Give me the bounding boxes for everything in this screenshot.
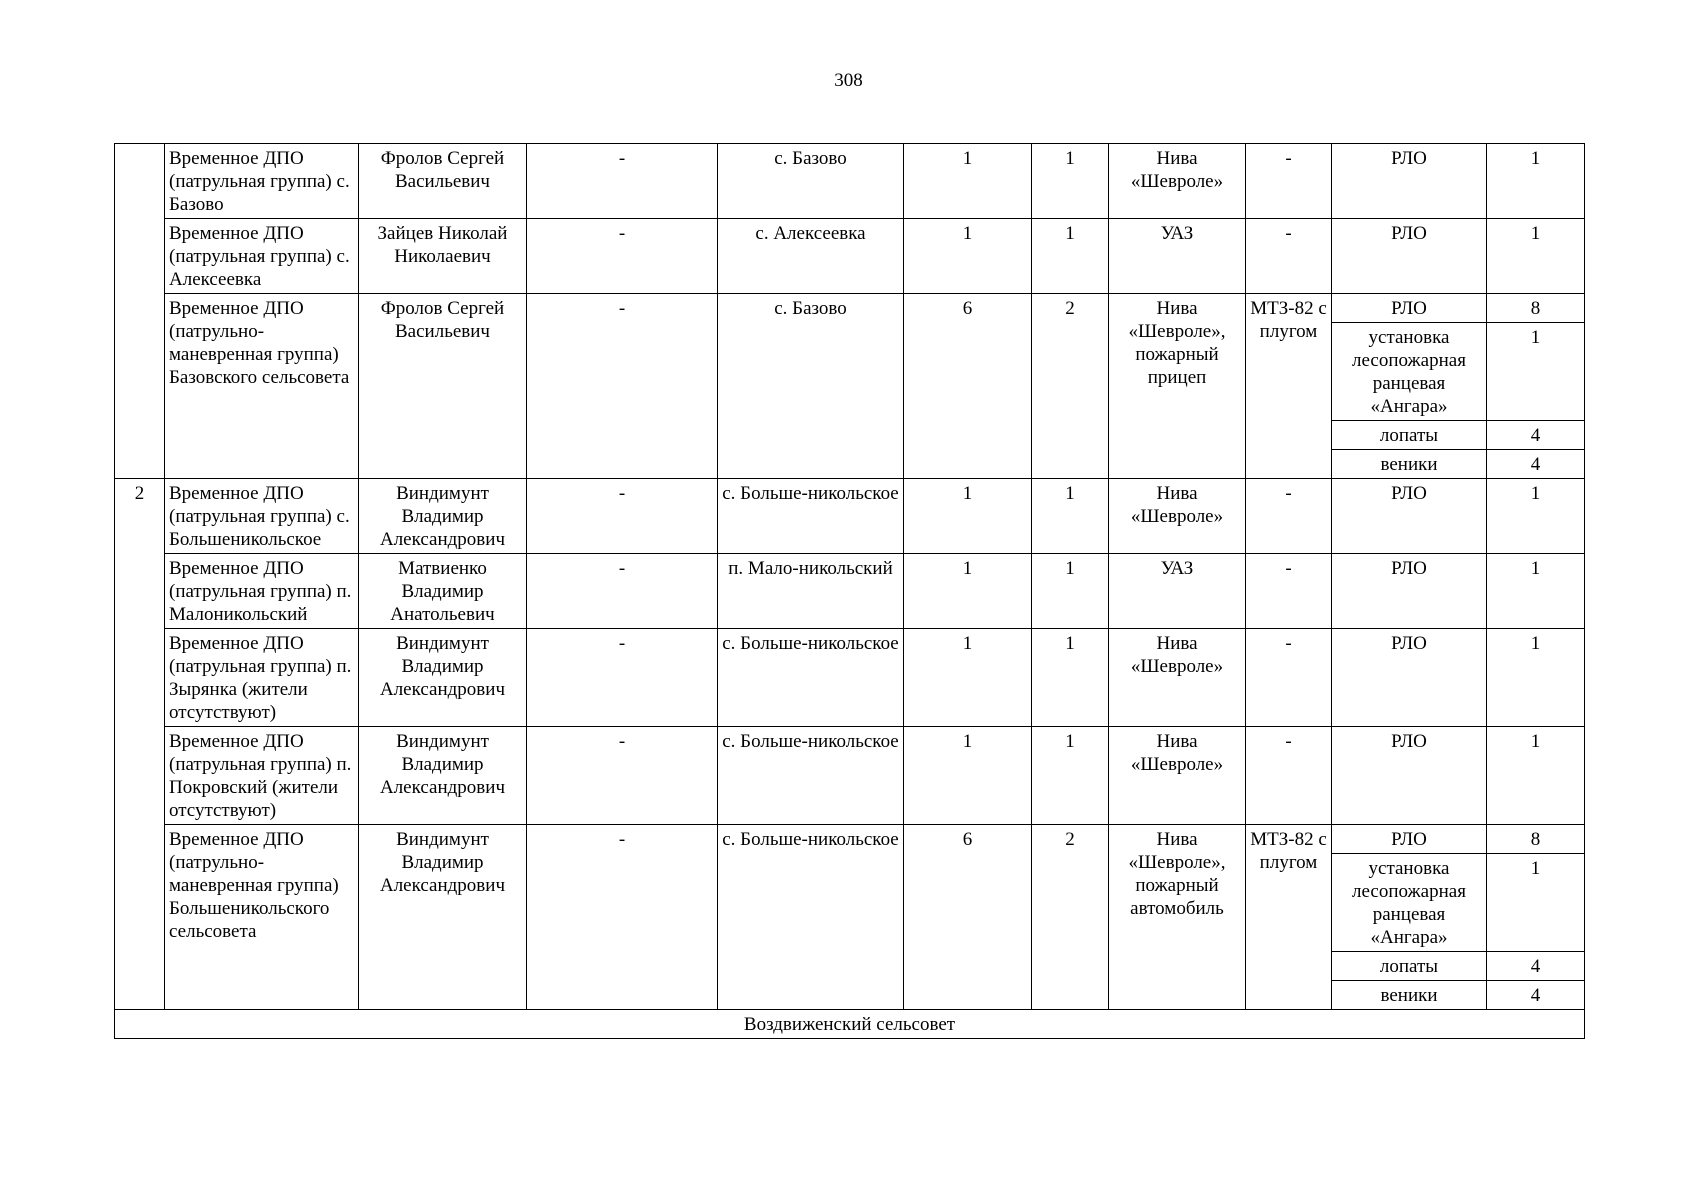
table-row (115, 479, 1585, 554)
equipment-qty-cell: 1 (1487, 144, 1585, 219)
table-row (115, 144, 1585, 219)
vehicles-cell: Нива «Шевроле» (1109, 479, 1246, 554)
phone-cell: - (527, 219, 718, 294)
vehicle-count-cell: 1 (1032, 554, 1109, 629)
location-cell: с. Больше-никольское (718, 727, 904, 825)
equipment-item-cell: РЛО (1332, 629, 1487, 727)
equipment-item-cell: РЛО (1332, 294, 1487, 323)
tech-cell: - (1246, 554, 1332, 629)
equipment-item-cell: веники (1332, 450, 1487, 479)
personnel-count-cell: 1 (904, 219, 1032, 294)
vehicles-cell: Нива «Шевроле» (1109, 144, 1246, 219)
equipment-qty-cell: 1 (1487, 323, 1585, 421)
tech-cell: - (1246, 479, 1332, 554)
tech-cell: - (1246, 219, 1332, 294)
personnel-count-cell: 6 (904, 825, 1032, 1010)
personnel-count-cell: 6 (904, 294, 1032, 479)
personnel-count-cell: 1 (904, 479, 1032, 554)
unit-name-cell: Временное ДПО (патрульная группа) п. Зырянка (жители отсутствуют) (165, 629, 359, 727)
tech-cell: МТЗ-82 с плугом (1246, 294, 1332, 479)
equipment-item-cell: РЛО (1332, 727, 1487, 825)
vehicle-count-cell: 1 (1032, 219, 1109, 294)
equipment-qty-cell: 1 (1487, 727, 1585, 825)
vehicles-cell: Нива «Шевроле» (1109, 727, 1246, 825)
vehicles-cell: УАЗ (1109, 554, 1246, 629)
vehicle-count-cell: 2 (1032, 294, 1109, 479)
equipment-qty-cell: 1 (1487, 479, 1585, 554)
equipment-item-cell: установка лесопожарная ранцевая «Ангара» (1332, 854, 1487, 952)
equipment-item-cell: веники (1332, 981, 1487, 1010)
unit-name-cell: Временное ДПО (патрульно-маневренная группа) Большеникольского сельсовета (165, 825, 359, 1010)
phone-cell: - (527, 554, 718, 629)
equipment-item-cell: лопаты (1332, 421, 1487, 450)
head-name-cell: Матвиенко Владимир Анатольевич (359, 554, 527, 629)
section-title: Воздвиженский сельсовет (115, 1010, 1585, 1039)
group-number-cell (115, 144, 165, 479)
equipment-item-cell: установка лесопожарная ранцевая «Ангара» (1332, 323, 1487, 421)
group-number-cell: 2 (115, 479, 165, 1010)
equipment-qty-cell: 1 (1487, 554, 1585, 629)
page-number: 308 (834, 70, 863, 91)
table-row (115, 825, 1585, 854)
head-name-cell: Фролов Сергей Васильевич (359, 144, 527, 219)
location-cell: с. Больше-никольское (718, 629, 904, 727)
section-row (115, 1010, 1585, 1039)
unit-name-cell: Временное ДПО (патрульная группа) с. Большеникольское (165, 479, 359, 554)
head-name-cell: Виндимунт Владимир Александрович (359, 629, 527, 727)
head-name-cell: Виндимунт Владимир Александрович (359, 825, 527, 1010)
phone-cell: - (527, 727, 718, 825)
equipment-item-cell: РЛО (1332, 554, 1487, 629)
location-cell: с. Базово (718, 294, 904, 479)
table-row (115, 554, 1585, 629)
table-row (115, 727, 1585, 825)
equipment-qty-cell: 4 (1487, 421, 1585, 450)
personnel-count-cell: 1 (904, 554, 1032, 629)
head-name-cell: Зайцев Николай Николаевич (359, 219, 527, 294)
vehicles-cell: Нива «Шевроле», пожарный прицеп (1109, 294, 1246, 479)
vehicles-cell: УАЗ (1109, 219, 1246, 294)
equipment-item-cell: РЛО (1332, 825, 1487, 854)
tech-cell: - (1246, 144, 1332, 219)
personnel-count-cell: 1 (904, 727, 1032, 825)
equipment-qty-cell: 4 (1487, 981, 1585, 1010)
location-cell: с. Базово (718, 144, 904, 219)
equipment-qty-cell: 1 (1487, 854, 1585, 952)
personnel-count-cell: 1 (904, 629, 1032, 727)
tech-cell: - (1246, 629, 1332, 727)
table-row (115, 294, 1585, 323)
equipment-qty-cell: 4 (1487, 450, 1585, 479)
vehicle-count-cell: 1 (1032, 144, 1109, 219)
unit-name-cell: Временное ДПО (патрульная группа) с. Алексеевка (165, 219, 359, 294)
equipment-item-cell: РЛО (1332, 144, 1487, 219)
unit-name-cell: Временное ДПО (патрульная группа) п. Покровский (жители отсутствуют) (165, 727, 359, 825)
location-cell: п. Мало-никольский (718, 554, 904, 629)
phone-cell: - (527, 144, 718, 219)
location-cell: с. Алексеевка (718, 219, 904, 294)
equipment-qty-cell: 4 (1487, 952, 1585, 981)
head-name-cell: Фролов Сергей Васильевич (359, 294, 527, 479)
equipment-item-cell: РЛО (1332, 479, 1487, 554)
vehicle-count-cell: 1 (1032, 727, 1109, 825)
personnel-count-cell: 1 (904, 144, 1032, 219)
equipment-qty-cell: 1 (1487, 219, 1585, 294)
vehicle-count-cell: 1 (1032, 629, 1109, 727)
phone-cell: - (527, 825, 718, 1010)
dpo-table (114, 143, 1585, 1039)
tech-cell: МТЗ-82 с плугом (1246, 825, 1332, 1010)
unit-name-cell: Временное ДПО (патрульная группа) п. Малоникольский (165, 554, 359, 629)
phone-cell: - (527, 294, 718, 479)
vehicles-cell: Нива «Шевроле» (1109, 629, 1246, 727)
location-cell: с. Больше-никольское (718, 479, 904, 554)
unit-name-cell: Временное ДПО (патрульно-маневренная группа) Базовского сельсовета (165, 294, 359, 479)
head-name-cell: Виндимунт Владимир Александрович (359, 727, 527, 825)
equipment-item-cell: лопаты (1332, 952, 1487, 981)
vehicle-count-cell: 2 (1032, 825, 1109, 1010)
phone-cell: - (527, 629, 718, 727)
unit-name-cell: Временное ДПО (патрульная группа) с. Базово (165, 144, 359, 219)
head-name-cell: Виндимунт Владимир Александрович (359, 479, 527, 554)
equipment-qty-cell: 8 (1487, 294, 1585, 323)
equipment-qty-cell: 1 (1487, 629, 1585, 727)
phone-cell: - (527, 479, 718, 554)
vehicle-count-cell: 1 (1032, 479, 1109, 554)
vehicles-cell: Нива «Шевроле», пожарный автомобиль (1109, 825, 1246, 1010)
equipment-qty-cell: 8 (1487, 825, 1585, 854)
table-row (115, 219, 1585, 294)
tech-cell: - (1246, 727, 1332, 825)
location-cell: с. Больше-никольское (718, 825, 904, 1010)
equipment-item-cell: РЛО (1332, 219, 1487, 294)
table-row (115, 629, 1585, 727)
